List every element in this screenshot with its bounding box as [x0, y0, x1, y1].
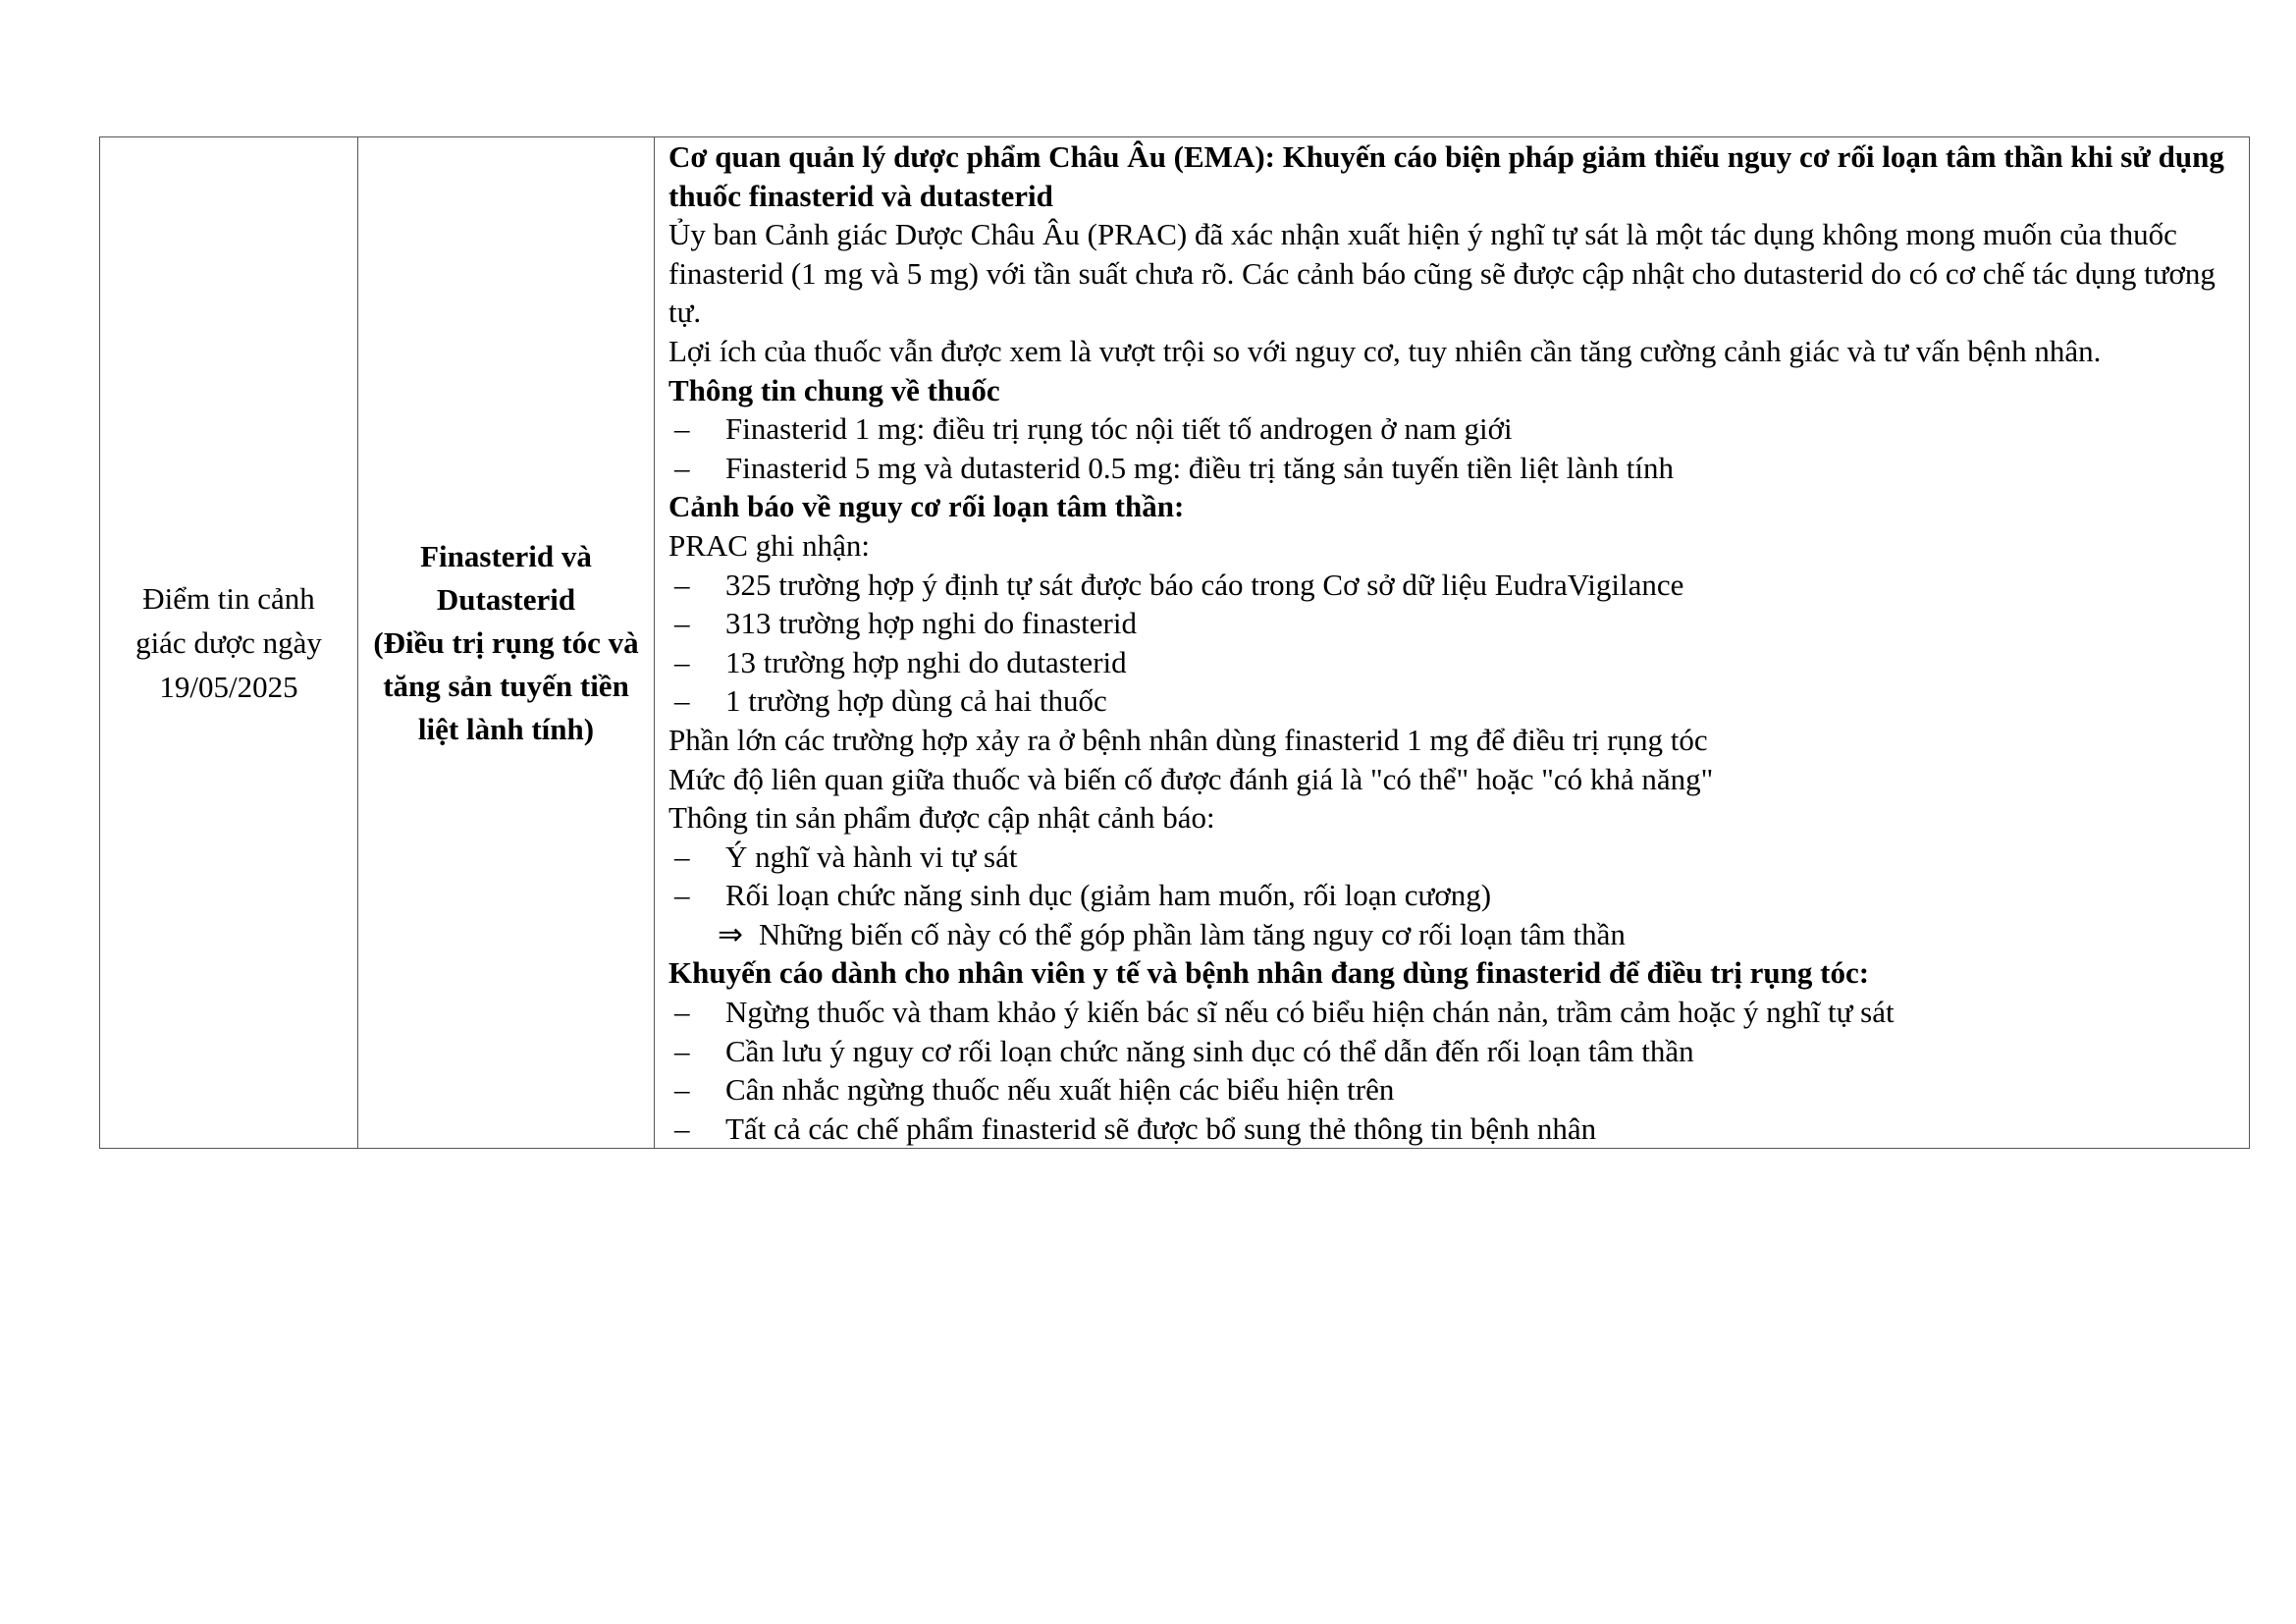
intro-paragraph: Ủy ban Cảnh giác Dược Châu Âu (PRAC) đã xác nhận xuất hiện ý nghĩ tự sát là một tác dụng không mong muốn của thuốc finasterid (1 mg và 5 mg) với tần suất chưa rõ. Các cảnh báo cũng sẽ được cập nhật cho dutasterid do có cơ chế tác dụng tương tự.	[668, 217, 2216, 330]
list-item: – Ngừng thuốc và tham khảo ý kiến bác sĩ nếu có biểu hiện chán nản, trầm cảm hoặc ý nghĩ tự sát	[668, 993, 2235, 1032]
general-list	[668, 409, 2235, 487]
warning-heading: Cảnh báo về nguy cơ rối loạn tâm thần:	[668, 489, 1185, 524]
list-item: – Cần lưu ý nguy cơ rối loạn chức năng sinh dục có thể dẫn đến rối loạn tâm thần	[668, 1032, 2235, 1071]
majority-paragraph: Phần lớn các trường hợp xảy ra ở bệnh nhân dùng finasterid 1 mg để điều trị rụng tóc	[668, 722, 1708, 757]
source-line: Điểm tin cảnh	[142, 581, 315, 617]
recommendation-heading: Khuyến cáo dành cho nhân viên y tế và bệnh nhân đang dùng finasterid để điều trị rụng tóc:	[668, 955, 1870, 991]
list-item: – 13 trường hợp nghi do dutasterid	[668, 643, 2235, 682]
pharmacovigilance-table	[99, 136, 2250, 1149]
list-item: – 1 trường hợp dùng cả hai thuốc	[668, 681, 2235, 721]
prac-list	[668, 566, 2235, 721]
source-line: giác dược ngày	[135, 625, 322, 661]
content-title: Cơ quan quản lý dược phẩm Châu Âu (EMA): Khuyến cáo biện pháp giảm thiểu nguy cơ rối loạn tâm thần khi sử dụng thuốc finasterid và dutasterid	[668, 139, 2224, 213]
general-heading: Thông tin chung về thuốc	[668, 372, 1000, 407]
list-item: – Rối loạn chức năng sinh dục (giảm ham muốn, rối loạn cương)	[668, 876, 2235, 915]
implies-arrow-icon: ⇒	[718, 916, 743, 951]
table-row	[100, 137, 2250, 1149]
drug-line: (Điều trị rụng tóc và	[373, 624, 639, 660]
source-cell	[100, 137, 358, 1149]
source-line: 19/05/2025	[159, 670, 298, 705]
list-item: – Tất cả các chế phẩm finasterid sẽ được bổ sung thẻ thông tin bệnh nhân	[668, 1110, 2235, 1149]
drug-cell	[358, 137, 655, 1149]
recommendation-list	[668, 993, 2235, 1148]
drug-line: Dutasterid	[436, 581, 576, 617]
list-item: – Finasterid 1 mg: điều trị rụng tóc nội tiết tố androgen ở nam giới	[668, 409, 2235, 449]
causality-paragraph: Mức độ liên quan giữa thuốc và biến cố được đánh giá là "có thể" hoặc "có khả năng"	[668, 761, 1714, 796]
list-item: – 325 trường hợp ý định tự sát được báo cáo trong Cơ sở dữ liệu EudraVigilance	[668, 566, 2235, 605]
list-item: – Finasterid 5 mg và dutasterid 0.5 mg: điều trị tăng sản tuyến tiền liệt lành tính	[668, 449, 2235, 488]
drug-line: liệt lành tính)	[417, 711, 595, 746]
prac-label: PRAC ghi nhận:	[668, 527, 870, 563]
product-list	[668, 838, 2235, 915]
list-item: – Cân nhắc ngừng thuốc nếu xuất hiện các biểu hiện trên	[668, 1070, 2235, 1110]
consequence-text: Những biến cố này có thể góp phần làm tăng nguy cơ rối loạn tâm thần	[759, 916, 1626, 951]
product-label: Thông tin sản phẩm được cập nhật cảnh báo:	[668, 800, 1215, 836]
consequence-line	[668, 915, 2235, 954]
content-cell	[655, 137, 2250, 1149]
drug-line: Finasterid và	[420, 538, 592, 573]
list-item: – Ý nghĩ và hành vi tự sát	[668, 838, 2235, 877]
list-item: – 313 trường hợp nghi do finasterid	[668, 604, 2235, 643]
drug-line: tăng sản tuyến tiền	[383, 668, 629, 703]
benefit-paragraph: Lợi ích của thuốc vẫn được xem là vượt trội so với nguy cơ, tuy nhiên cần tăng cường cảnh giác và tư vấn bệnh nhân.	[668, 333, 2102, 368]
